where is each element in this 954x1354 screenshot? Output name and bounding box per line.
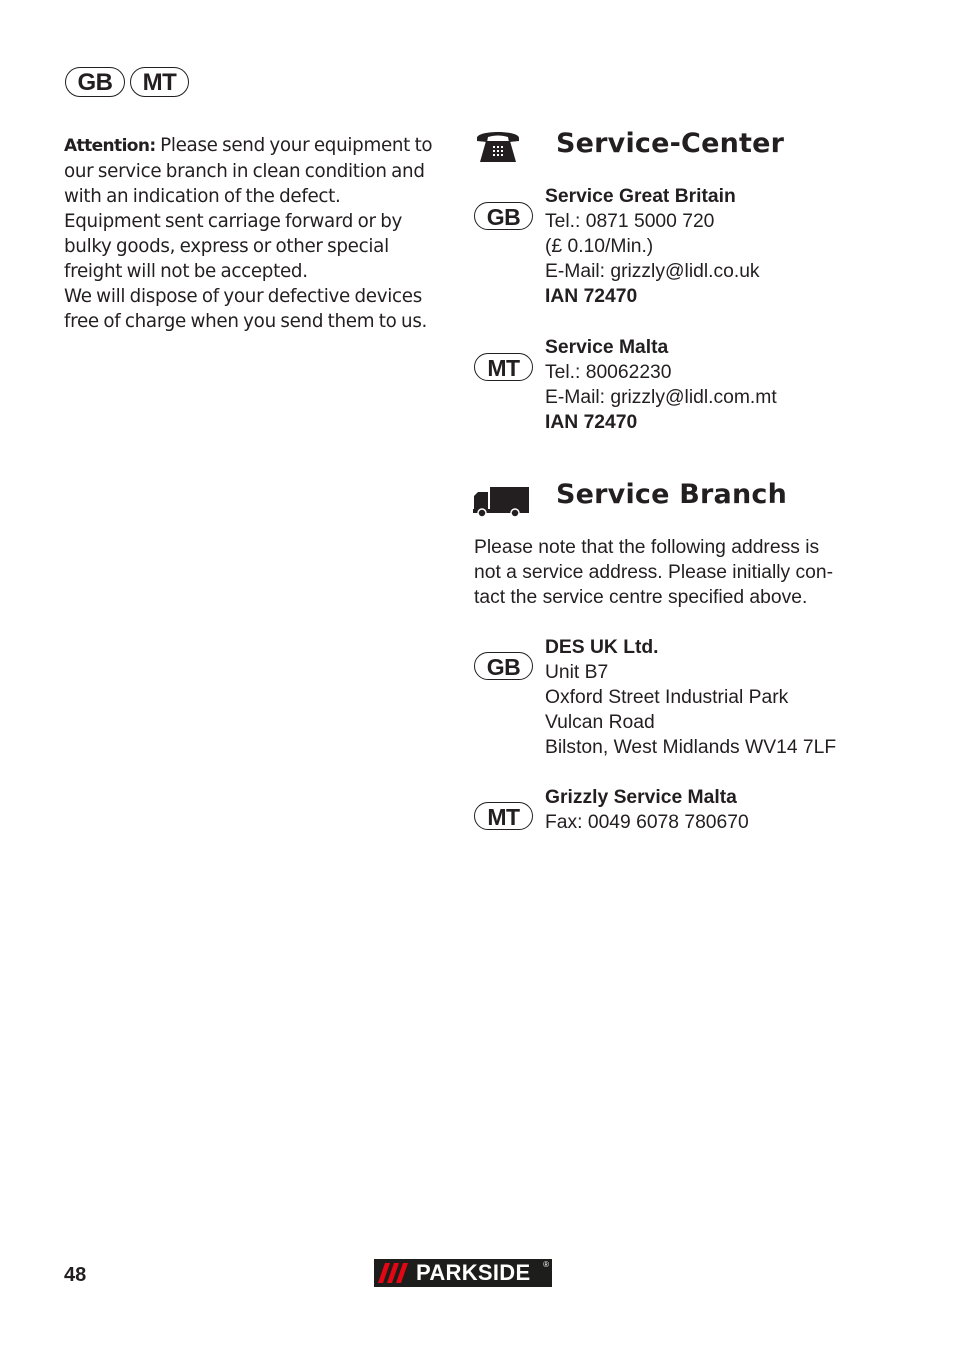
phone-number: Tel.: 80062230 <box>545 362 672 383</box>
ian-number: IAN 72470 <box>545 412 638 433</box>
country-badge-gb: GB <box>474 202 533 230</box>
country-badge-gb: GB <box>474 652 533 680</box>
parkside-logo <box>374 1259 552 1287</box>
fax-number: Fax: 0049 6078 780670 <box>545 812 749 833</box>
branch-name: Grizzly Service Malta <box>545 787 737 808</box>
attention-line: We will dispose of your defective devices <box>64 286 422 307</box>
address-line: Unit B7 <box>545 662 609 683</box>
service-branch-heading: Service Branch <box>556 479 788 510</box>
note-line: not a service address. Please initially con- <box>474 562 834 583</box>
truck-icon <box>473 484 531 518</box>
service-mt-block <box>545 335 777 435</box>
phone-rate: (£ 0.10/Min.) <box>545 236 654 257</box>
service-branch-note <box>474 535 874 610</box>
service-name: Service Great Britain <box>545 186 736 207</box>
logo-slashes-icon <box>374 1259 414 1287</box>
registered-mark: ® <box>543 1260 549 1269</box>
country-badge-mt: MT <box>474 802 533 830</box>
phone-number: Tel.: 0871 5000 720 <box>545 211 715 232</box>
service-gb-block <box>545 184 760 309</box>
email-address: E-Mail: grizzly@lidl.com.mt <box>545 387 777 408</box>
attention-line: Equipment sent carriage forward or by <box>64 211 403 232</box>
country-badge-mt: MT <box>130 67 189 97</box>
branch-gb-block <box>545 635 836 760</box>
email-address: E-Mail: grizzly@lidl.co.uk <box>545 261 760 282</box>
country-badge-mt: MT <box>474 353 533 381</box>
address-line: Bilston, West Midlands WV14 7LF <box>545 737 837 758</box>
country-badge-gb: GB <box>65 67 125 97</box>
attention-line: freight will not be accepted. <box>64 261 308 282</box>
service-name: Service Malta <box>545 337 669 358</box>
address-line: Oxford Street Industrial Park <box>545 687 789 708</box>
note-line: Please note that the following address is <box>474 537 820 558</box>
attention-line: Please send your equipment to <box>160 135 433 156</box>
attention-paragraph <box>64 133 444 334</box>
telephone-icon <box>474 126 522 164</box>
attention-line: with an indication of the defect. <box>64 186 341 207</box>
brand-name: PARKSIDE <box>416 1260 531 1285</box>
page-number: 48 <box>64 1264 87 1286</box>
attention-line: free of charge when you send them to us. <box>64 311 428 332</box>
attention-label: Attention: <box>64 136 156 156</box>
branch-mt-block <box>545 785 749 835</box>
service-center-heading: Service-Center <box>556 128 785 159</box>
ian-number: IAN 72470 <box>545 286 638 307</box>
address-line: Vulcan Road <box>545 712 655 733</box>
attention-line: our service branch in clean condition and <box>64 161 425 182</box>
note-line: tact the service centre specified above. <box>474 587 808 608</box>
branch-name: DES UK Ltd. <box>545 637 659 658</box>
attention-line: bulky goods, express or other special <box>64 236 389 257</box>
